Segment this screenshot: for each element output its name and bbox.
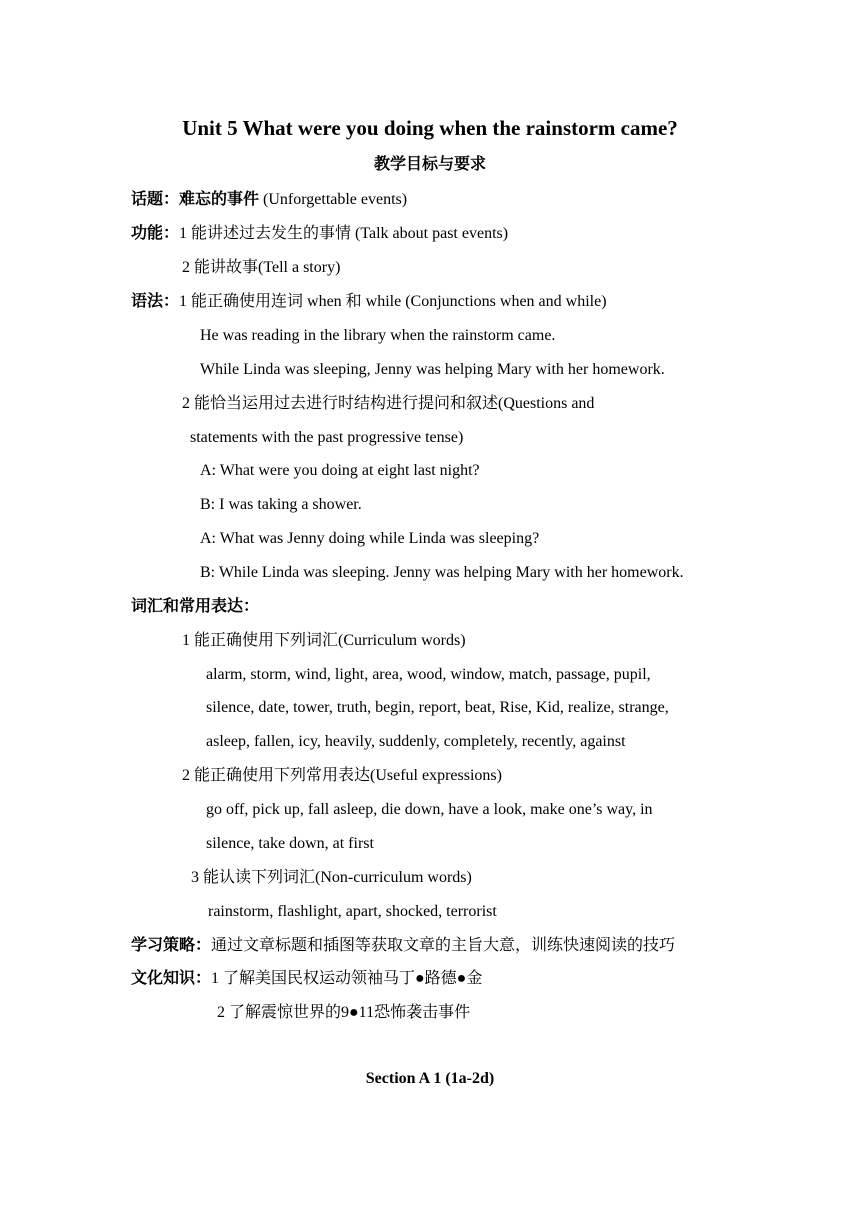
vocab-label: 词汇和常用表达： — [131, 598, 260, 615]
function-item-2: 2 能讲故事(Tell a story) — [182, 259, 341, 276]
vocab-item-2: 2 能正确使用下列常用表达(Useful expressions) — [182, 767, 502, 784]
vocab-expressions-1: go off, pick up, fall asleep, die down, have a look, make one’s way, in — [206, 801, 653, 818]
grammar-label: 语法： — [131, 293, 180, 310]
grammar-example-4: B: I was taking a shower. — [200, 496, 362, 513]
grammar-example-3: A: What were you doing at eight last night? — [200, 462, 480, 479]
function-line-1 — [131, 223, 508, 245]
topic-line — [131, 189, 407, 211]
document-subtitle: 教学目标与要求 — [373, 156, 486, 173]
vocab-item-3: 3 能认读下列词汇(Non-curriculum words) — [191, 869, 472, 886]
culture-item-1: 1 了解美国民权运动领袖马丁●路德●金 — [211, 970, 483, 987]
vocab-words-4: rainstorm, flashlight, apart, shocked, terrorist — [208, 903, 497, 920]
grammar-example-6: B: While Linda was sleeping. Jenny was helping Mary with her homework. — [200, 564, 684, 581]
culture-line-1 — [131, 968, 482, 990]
function-item-1: 1 能讲述过去发生的事情 (Talk about past events) — [179, 225, 509, 242]
strategy-line — [131, 935, 675, 957]
culture-item-2: 2 了解震惊世界的9●11恐怖袭击事件 — [217, 1004, 471, 1021]
grammar-example-1: He was reading in the library when the rainstorm came. — [200, 327, 556, 344]
vocab-words-3: asleep, fallen, icy, heavily, suddenly, completely, recently, against — [206, 733, 626, 750]
document-title: Unit 5 What were you doing when the rainstorm came? — [182, 116, 678, 140]
grammar-item-2-line-2: statements with the past progressive tense) — [190, 429, 464, 446]
grammar-line-1 — [131, 291, 607, 313]
strategy-label: 学习策略： — [131, 937, 212, 954]
function-label: 功能： — [131, 225, 180, 242]
grammar-example-5: A: What was Jenny doing while Linda was sleeping? — [200, 530, 540, 547]
vocab-words-1: alarm, storm, wind, light, area, wood, window, match, passage, pupil, — [206, 666, 651, 683]
topic-label: 话题：难忘的事件 — [131, 191, 264, 208]
vocab-item-1: 1 能正确使用下列词汇(Curriculum words) — [182, 632, 466, 649]
grammar-example-2: While Linda was sleeping, Jenny was helping Mary with her homework. — [200, 361, 665, 378]
culture-label: 文化知识： — [131, 970, 212, 987]
grammar-item-2-line-1: 2 能恰当运用过去进行时结构进行提问和叙述(Questions and — [182, 395, 595, 412]
vocab-words-2: silence, date, tower, truth, begin, report, beat, Rise, Kid, realize, strange, — [206, 699, 669, 716]
topic-text: (Unforgettable events) — [263, 191, 408, 208]
strategy-text: 通过文章标题和插图等获取文章的主旨大意，训练快速阅读的技巧 — [211, 937, 676, 954]
vocab-expressions-2: silence, take down, at first — [206, 835, 374, 852]
section-title: Section A 1 (1a-2d) — [365, 1070, 495, 1087]
grammar-item-1: 1 能正确使用连词 when 和 while (Conjunctions when and while) — [179, 293, 607, 310]
